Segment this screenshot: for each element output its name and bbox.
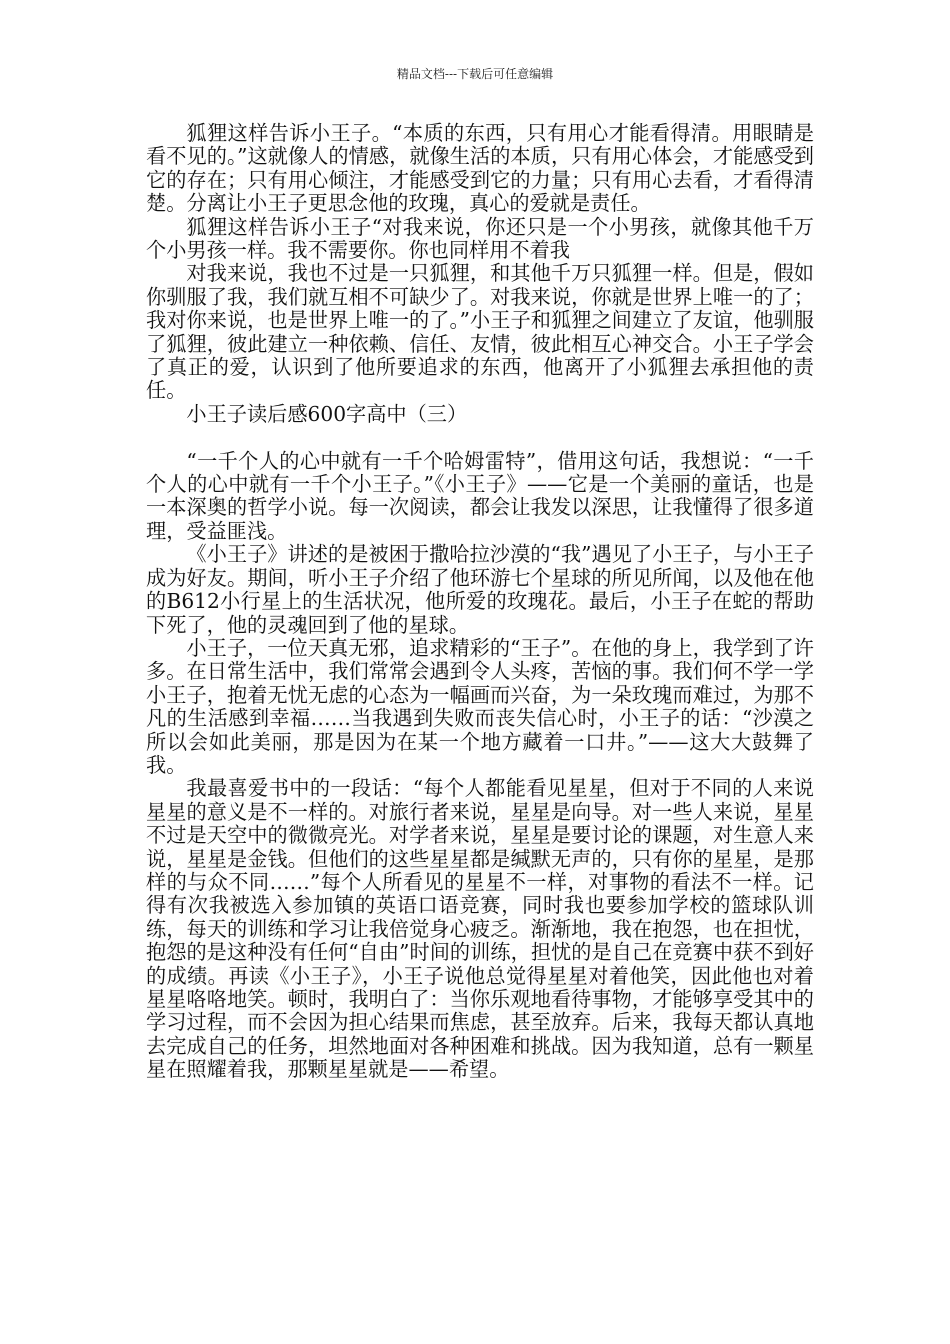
section-title: 小王子读后感600字高中（三）: [186, 401, 468, 426]
blank-line: [146, 426, 814, 449]
paragraph: 狐狸这样告诉小王子。“本质的东西，只有用心才能看得清。用眼睛是看不见的。”这就像人的情感，就像生活的本质，只有用心体会，才能感受到它的存在；只有用心倾注，才能感受到它的力量；只有用心去看，才看得清楚。分离让小王子更思念他的玫瑰，真心的爱就是责任。: [146, 121, 814, 216]
paragraph: 小王子，一位天真无邪，追求精彩的“王子”。在他的身上，我学到了许多。在日常生活中，我们常常会遇到令人头疼，苦恼的事。我们何不学一学小王子，抱着无忧无虑的心态为一幅画而兴奋，为一朵玫瑰而难过，为那不凡的生活感到幸福……当我遇到失败而丧失信心时，小王子的话：“沙漠之所以会如此美丽，那是因为在某一个地方藏着一口井。”——这大大鼓舞了我。: [146, 635, 814, 777]
paragraph: 对我来说，我也不过是一只狐狸，和其他千万只狐狸一样。但是，假如你驯服了我，我们就互相不可缺少了。对我来说，你就是世界上唯一的了；我对你来说，也是世界上唯一的了。”小王子和狐狸之间建立了友谊，他驯服了狐狸，彼此建立一种依赖、信任、友情，彼此相互心神交合。小王子学会了真正的爱，认识到了他所要追求的东西，他离开了小狐狸去承担他的责任。: [146, 261, 814, 403]
paragraph: “一千个人的心中就有一千个哈姆雷特”，借用这句话，我想说：“一千个人的心中就有一千个小王子。”《小王子》——它是一个美丽的童话，也是一本深奥的哲学小说。每一次阅读，都会让我发以深思，让我懂得了很多道理，受益匪浅。: [146, 448, 814, 543]
page-header: 精品文档---下载后可任意编辑: [396, 67, 554, 81]
paragraph: 《小王子》讲述的是被困于撒哈拉沙漠的“我”遇见了小王子，与小王子成为好友。期间，听小王子介绍了他环游七个星球的所见所闻，以及他在他的B612小行星上的生活状况，他所爱的玫瑰花。最后，小王子在蛇的帮助下死了，他的灵魂回到了他的星球。: [146, 542, 814, 637]
paragraph: 我最喜爱书中的一段话：“每个人都能看见星星，但对于不同的人来说星星的意义是不一样的。对旅行者来说，星星是向导。对一些人来说，星星不过是天空中的微微亮光。对学者来说，星星是要讨论的课题，对生意人来说，星星是金钱。但他们的这些星星都是缄默无声的，只有你的星星，是那样的与众不同……”每个人所看见的星星不一样，对事物的看法不一样。记得有次我被选入参加镇的英语口语竞赛，同时我也要参加学校的篮球队训练，每天的训练和学习让我倍觉身心疲乏。渐渐地，我在抱怨，也在担忧，抱怨的是这种没有任何“自由”时间的训练，担忧的是自己在竞赛中获不到好的成绩。再读《小王子》，小王子说他总觉得星星对着他笑，因此他也对着星星咯咯地笑。顿时，我明白了：当你乐观地看待事物，才能够享受其中的学习过程，而不会因为担心结果而焦虑，甚至放弃。后来，我每天都认真地去完成自己的任务，坦然地面对各种困难和挑战。因为我知道，总有一颗星星在照耀着我，那颗星星就是——希望。: [146, 776, 814, 1082]
paragraph: 狐狸这样告诉小王子“对我来说，你还只是一个小男孩，就像其他千万个小男孩一样。我不需要你。你也同样用不着我: [146, 214, 814, 263]
document-body: [146, 122, 814, 1082]
